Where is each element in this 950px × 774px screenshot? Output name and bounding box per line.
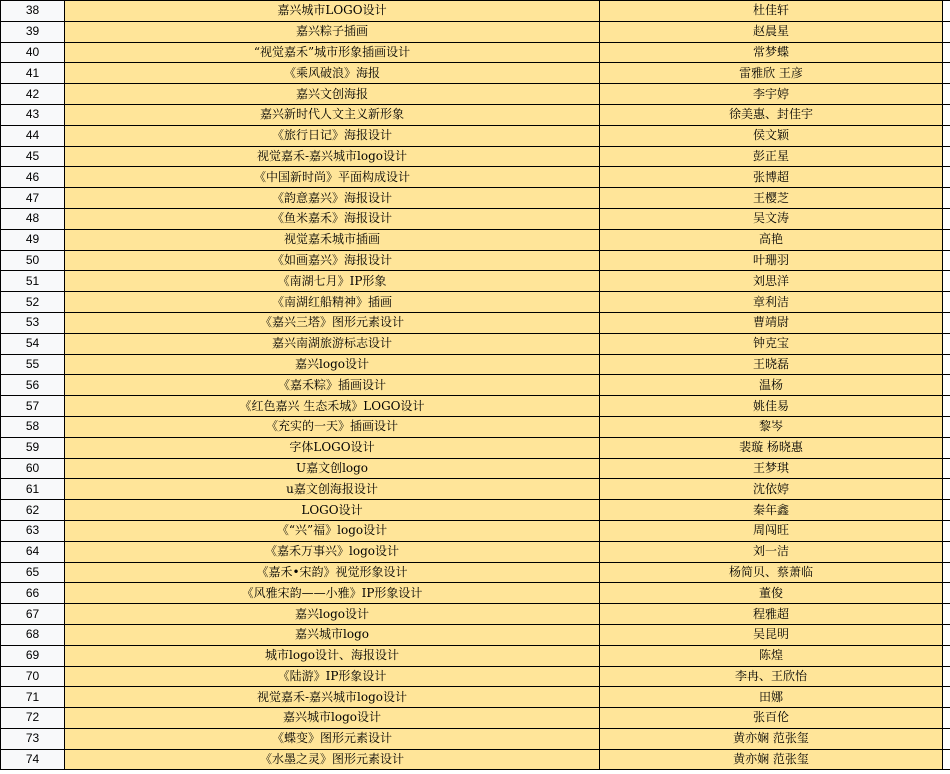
row-header[interactable]: 48 [1, 208, 65, 229]
cell-empty[interactable] [943, 63, 950, 84]
row-header[interactable]: 54 [1, 333, 65, 354]
cell-empty[interactable] [943, 250, 950, 271]
table-row [1, 229, 950, 250]
table-row [1, 500, 950, 521]
table-row [1, 250, 950, 271]
cell-empty[interactable] [943, 208, 950, 229]
row-header[interactable]: 71 [1, 687, 65, 708]
cell-empty[interactable] [943, 437, 950, 458]
table-row [1, 520, 950, 541]
cell-work-title[interactable]: 《嘉禾•宋韵》视觉形象设计 [65, 562, 600, 583]
cell-empty[interactable] [943, 583, 950, 604]
row-header[interactable]: 62 [1, 500, 65, 521]
table-row [1, 104, 950, 125]
cell-author[interactable]: 陈煌 [600, 645, 943, 666]
cell-work-title[interactable]: 《南湖七月》IP形象 [65, 271, 600, 292]
row-header[interactable]: 66 [1, 583, 65, 604]
cell-author[interactable]: 彭正星 [600, 146, 943, 167]
cell-work-title[interactable]: 嘉兴城市logo设计 [65, 708, 600, 729]
row-header[interactable]: 40 [1, 42, 65, 63]
cell-work-title[interactable]: 《中国新时尚》平面构成设计 [65, 167, 600, 188]
table-row [1, 416, 950, 437]
table-row [1, 333, 950, 354]
cell-author[interactable]: 周闯旺 [600, 520, 943, 541]
cell-empty[interactable] [943, 21, 950, 42]
table-row [1, 541, 950, 562]
row-header[interactable]: 49 [1, 229, 65, 250]
cell-author[interactable]: 吴昆明 [600, 624, 943, 645]
cell-empty[interactable] [943, 479, 950, 500]
table-row [1, 354, 950, 375]
row-header[interactable]: 38 [1, 1, 65, 22]
table-row [1, 458, 950, 479]
cell-author[interactable]: 常梦蝶 [600, 42, 943, 63]
cell-empty[interactable] [943, 416, 950, 437]
cell-author[interactable]: 王梦琪 [600, 458, 943, 479]
table-row [1, 188, 950, 209]
cell-author[interactable]: 温杨 [600, 375, 943, 396]
table-row [1, 666, 950, 687]
row-header[interactable]: 60 [1, 458, 65, 479]
cell-work-title[interactable]: 《南湖红船精神》插画 [65, 292, 600, 313]
table-row [1, 63, 950, 84]
row-header[interactable]: 65 [1, 562, 65, 583]
cell-author[interactable]: 侯文颖 [600, 125, 943, 146]
cell-work-title[interactable]: 嘉兴粽子插画 [65, 21, 600, 42]
cell-empty[interactable] [943, 188, 950, 209]
table-row [1, 84, 950, 105]
cell-work-title[interactable]: 《嘉禾万事兴》logo设计 [65, 541, 600, 562]
cell-work-title[interactable]: 《蝶变》图形元素设计 [65, 728, 600, 749]
table-row [1, 208, 950, 229]
cell-work-title[interactable]: 嘉兴文创海报 [65, 84, 600, 105]
cell-author[interactable]: 黄亦娴 范张玺 [600, 728, 943, 749]
row-header[interactable]: 42 [1, 84, 65, 105]
cell-empty[interactable] [943, 500, 950, 521]
cell-author[interactable]: 赵晨星 [600, 21, 943, 42]
cell-author[interactable]: 裴璇 杨晓惠 [600, 437, 943, 458]
row-header[interactable]: 58 [1, 416, 65, 437]
cell-work-title[interactable]: 《风雅宋韵——小雅》IP形象设计 [65, 583, 600, 604]
cell-empty[interactable] [943, 125, 950, 146]
table-row [1, 437, 950, 458]
cell-work-title[interactable]: 《韵意嘉兴》海报设计 [65, 188, 600, 209]
cell-author[interactable]: 徐美惠、封佳宇 [600, 104, 943, 125]
cell-author[interactable]: 李宇婷 [600, 84, 943, 105]
table-row [1, 604, 950, 625]
cell-work-title[interactable]: 《鱼米嘉禾》海报设计 [65, 208, 600, 229]
cell-empty[interactable] [943, 708, 950, 729]
cell-empty[interactable] [943, 562, 950, 583]
cell-author[interactable]: 黄亦娴 范张玺 [600, 749, 943, 770]
cell-empty[interactable] [943, 458, 950, 479]
cell-work-title[interactable]: 《陆游》IP形象设计 [65, 666, 600, 687]
row-header[interactable]: 51 [1, 271, 65, 292]
row-header[interactable]: 52 [1, 292, 65, 313]
cell-work-title[interactable]: u嘉文创海报设计 [65, 479, 600, 500]
cell-empty[interactable] [943, 645, 950, 666]
cell-work-title[interactable]: 《乘风破浪》海报 [65, 63, 600, 84]
cell-empty[interactable] [943, 84, 950, 105]
row-header[interactable]: 50 [1, 250, 65, 271]
cell-author[interactable]: 秦年鑫 [600, 500, 943, 521]
cell-author[interactable]: 刘思洋 [600, 271, 943, 292]
row-header[interactable]: 70 [1, 666, 65, 687]
cell-empty[interactable] [943, 396, 950, 417]
table-row [1, 562, 950, 583]
cell-empty[interactable] [943, 292, 950, 313]
cell-empty[interactable] [943, 146, 950, 167]
table-row [1, 479, 950, 500]
row-header[interactable]: 56 [1, 375, 65, 396]
row-header[interactable]: 53 [1, 312, 65, 333]
cell-empty[interactable] [943, 229, 950, 250]
row-header[interactable]: 69 [1, 645, 65, 666]
cell-work-title[interactable]: 嘉兴城市logo [65, 624, 600, 645]
cell-author[interactable]: 黎岑 [600, 416, 943, 437]
table-row [1, 708, 950, 729]
cell-work-title[interactable]: 《嘉禾粽》插画设计 [65, 375, 600, 396]
cell-empty[interactable] [943, 687, 950, 708]
table-row [1, 167, 950, 188]
row-header[interactable]: 59 [1, 437, 65, 458]
row-header[interactable]: 61 [1, 479, 65, 500]
cell-author[interactable]: 王樱芝 [600, 188, 943, 209]
row-header[interactable]: 47 [1, 188, 65, 209]
cell-empty[interactable] [943, 312, 950, 333]
cell-work-title[interactable]: 字体LOGO设计 [65, 437, 600, 458]
cell-work-title[interactable]: 嘉兴logo设计 [65, 604, 600, 625]
cell-author[interactable]: 张博超 [600, 167, 943, 188]
row-header[interactable]: 39 [1, 21, 65, 42]
cell-work-title[interactable]: 《如画嘉兴》海报设计 [65, 250, 600, 271]
cell-work-title[interactable]: 城市logo设计、海报设计 [65, 645, 600, 666]
cell-empty[interactable] [943, 541, 950, 562]
table-row [1, 687, 950, 708]
row-header[interactable]: 46 [1, 167, 65, 188]
cell-empty[interactable] [943, 1, 950, 22]
cell-author[interactable]: 吴文涛 [600, 208, 943, 229]
cell-author[interactable]: 叶珊羽 [600, 250, 943, 271]
table-row [1, 645, 950, 666]
table-row [1, 583, 950, 604]
cell-work-title[interactable]: 《红色嘉兴 生态禾城》LOGO设计 [65, 396, 600, 417]
cell-work-title[interactable]: 《嘉兴三塔》图形元素设计 [65, 312, 600, 333]
cell-author[interactable]: 李冉、王欣怡 [600, 666, 943, 687]
cell-author[interactable]: 雷雅欣 王彦 [600, 63, 943, 84]
cell-empty[interactable] [943, 749, 950, 770]
cell-author[interactable]: 杜佳轩 [600, 1, 943, 22]
cell-work-title[interactable]: 视觉嘉禾城市插画 [65, 229, 600, 250]
row-header[interactable]: 73 [1, 728, 65, 749]
cell-empty[interactable] [943, 104, 950, 125]
table-row [1, 624, 950, 645]
cell-work-title[interactable]: LOGO设计 [65, 500, 600, 521]
cell-author[interactable]: 程雅超 [600, 604, 943, 625]
table-row [1, 125, 950, 146]
row-header[interactable]: 63 [1, 520, 65, 541]
table-row [1, 375, 950, 396]
row-header[interactable]: 67 [1, 604, 65, 625]
cell-work-title[interactable]: U嘉文创logo [65, 458, 600, 479]
table-row [1, 271, 950, 292]
row-header[interactable]: 45 [1, 146, 65, 167]
row-header[interactable]: 57 [1, 396, 65, 417]
table-row [1, 1, 950, 22]
cell-work-title[interactable]: 嘉兴南湖旅游标志设计 [65, 333, 600, 354]
table-row [1, 21, 950, 42]
cell-author[interactable]: 曹靖尉 [600, 312, 943, 333]
table-row [1, 312, 950, 333]
cell-author[interactable]: 张百伦 [600, 708, 943, 729]
row-header[interactable]: 44 [1, 125, 65, 146]
cell-empty[interactable] [943, 42, 950, 63]
table-row [1, 42, 950, 63]
cell-author[interactable]: 杨简贝、蔡萧临 [600, 562, 943, 583]
row-header[interactable]: 41 [1, 63, 65, 84]
cell-empty[interactable] [943, 624, 950, 645]
table-row [1, 146, 950, 167]
cell-author[interactable]: 姚佳易 [600, 396, 943, 417]
cell-work-title[interactable]: 《水墨之灵》图形元素设计 [65, 749, 600, 770]
cell-author[interactable]: 王晓磊 [600, 354, 943, 375]
row-header[interactable]: 64 [1, 541, 65, 562]
cell-work-title[interactable]: 视觉嘉禾-嘉兴城市logo设计 [65, 687, 600, 708]
cell-empty[interactable] [943, 520, 950, 541]
cell-empty[interactable] [943, 271, 950, 292]
cell-work-title[interactable]: 嘉兴logo设计 [65, 354, 600, 375]
cell-author[interactable]: 田娜 [600, 687, 943, 708]
row-header[interactable]: 74 [1, 749, 65, 770]
row-header[interactable]: 72 [1, 708, 65, 729]
cell-empty[interactable] [943, 375, 950, 396]
cell-work-title[interactable]: 嘉兴城市LOGO设计 [65, 1, 600, 22]
table-row [1, 396, 950, 417]
cell-author[interactable]: 刘一洁 [600, 541, 943, 562]
cell-author[interactable]: 沈依婷 [600, 479, 943, 500]
cell-empty[interactable] [943, 333, 950, 354]
row-header[interactable]: 68 [1, 624, 65, 645]
table-row [1, 749, 950, 770]
table-row [1, 292, 950, 313]
cell-work-title[interactable]: 《旅行日记》海报设计 [65, 125, 600, 146]
cell-work-title[interactable]: “视觉嘉禾”城市形象插画设计 [65, 42, 600, 63]
row-header[interactable]: 55 [1, 354, 65, 375]
cell-author[interactable]: 高艳 [600, 229, 943, 250]
table-body [1, 1, 950, 770]
cell-work-title[interactable]: 《充实的一天》插画设计 [65, 416, 600, 437]
cell-work-title[interactable]: 嘉兴新时代人文主义新形象 [65, 104, 600, 125]
cell-author[interactable]: 章利洁 [600, 292, 943, 313]
cell-empty[interactable] [943, 666, 950, 687]
cell-empty[interactable] [943, 354, 950, 375]
cell-work-title[interactable]: 视觉嘉禾-嘉兴城市logo设计 [65, 146, 600, 167]
row-header[interactable]: 43 [1, 104, 65, 125]
cell-empty[interactable] [943, 728, 950, 749]
cell-empty[interactable] [943, 167, 950, 188]
cell-empty[interactable] [943, 604, 950, 625]
cell-author[interactable]: 董俊 [600, 583, 943, 604]
cell-author[interactable]: 钟克宝 [600, 333, 943, 354]
cell-work-title[interactable]: 《“兴”福》logo设计 [65, 520, 600, 541]
table-row [1, 728, 950, 749]
